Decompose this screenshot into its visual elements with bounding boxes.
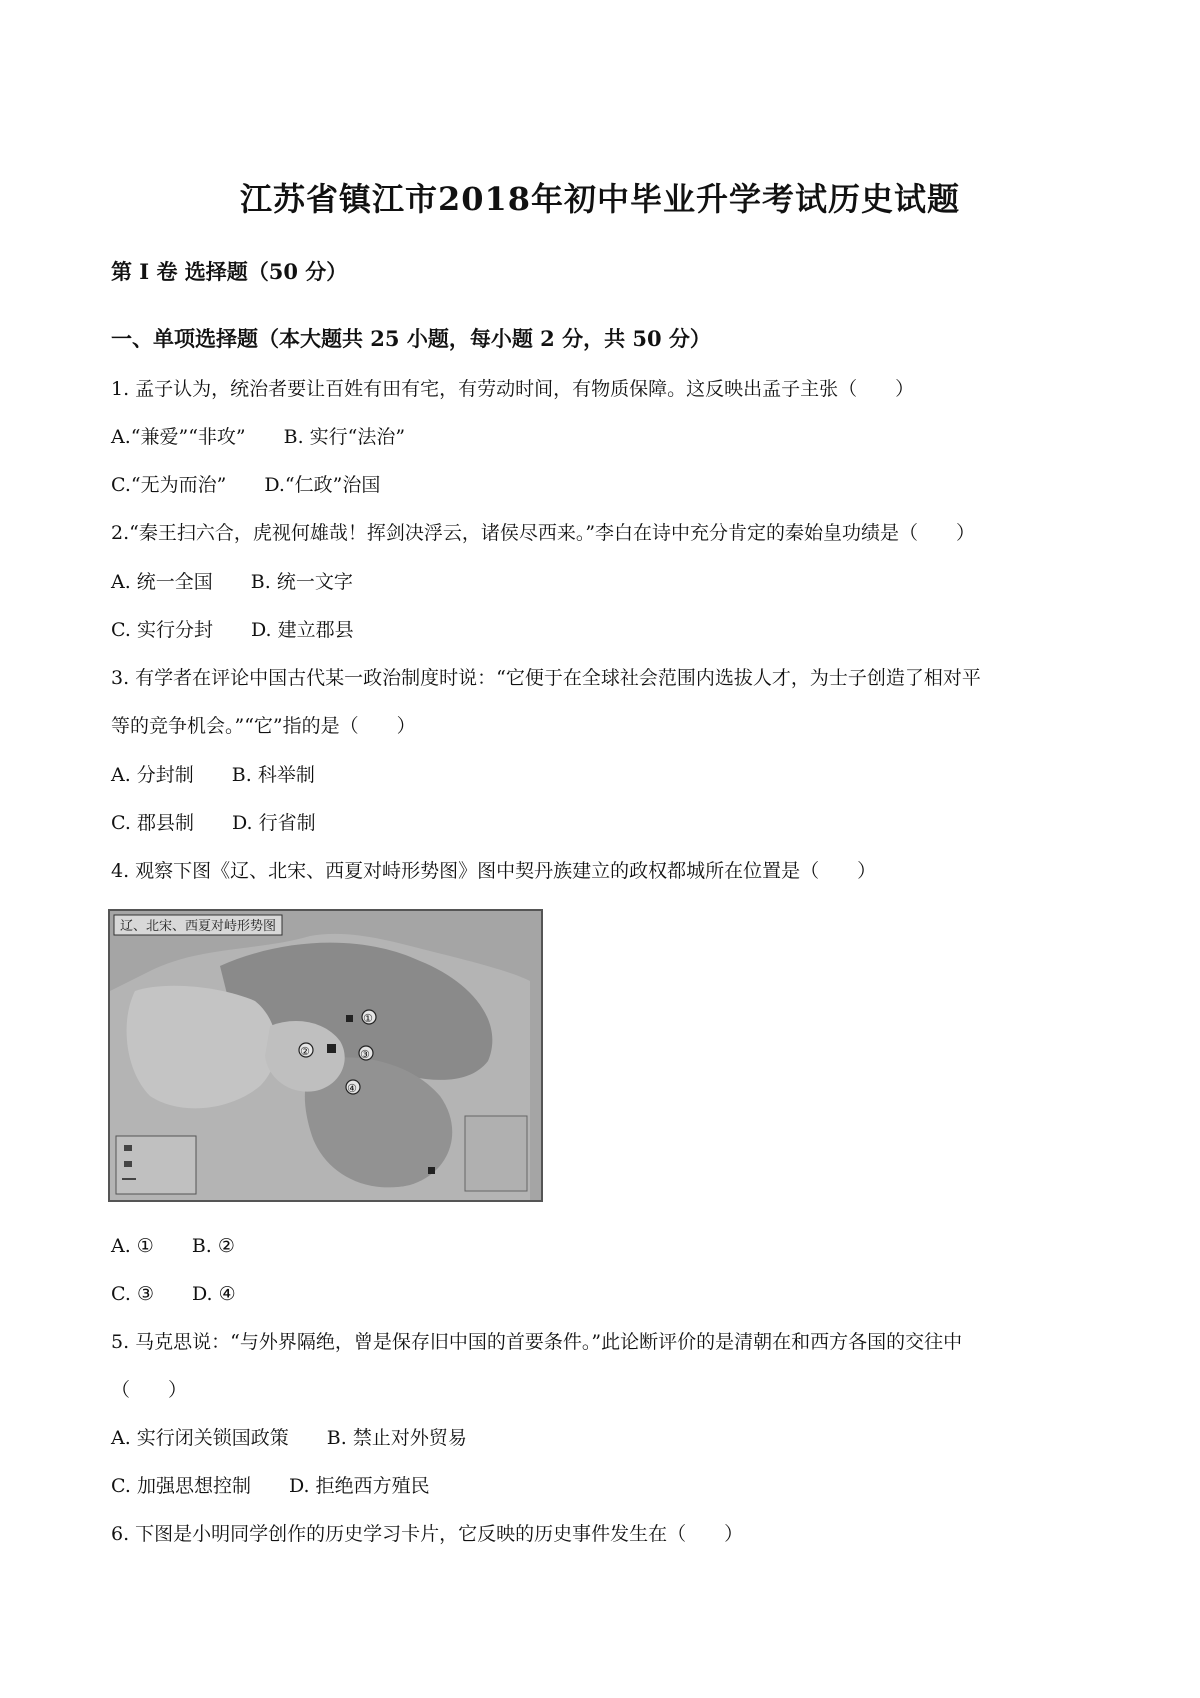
question-4-stem: 4. 观察下图《辽、北宋、西夏对峙形势图》图中契丹族建立的政权都城所在位置是（ ） bbox=[111, 860, 877, 882]
question-2-options-row-2: C. 实行分封 D. 建立郡县 bbox=[111, 619, 354, 641]
map-drawing bbox=[110, 911, 541, 1200]
question-5-stem-line-2: （ ） bbox=[111, 1379, 188, 1401]
question-2-options-row-1: A. 统一全国 B. 统一文字 bbox=[111, 571, 353, 593]
page-title: 江苏省镇江市2018年初中毕业升学考试历史试题 bbox=[239, 180, 961, 218]
question-1-stem: 1. 孟子认为，统治者要让百姓有田有宅，有劳动时间，有物质保障。这反映出孟子主张（ ） bbox=[111, 378, 915, 400]
question-3-stem-line-2: 等的竞争机会。”“它”指的是（ ） bbox=[111, 715, 416, 737]
question-3-options-row-1: A. 分封制 B. 科举制 bbox=[111, 764, 315, 786]
question-4-options-row-1: A. ① B. ② bbox=[111, 1235, 235, 1257]
svg-text:②: ② bbox=[300, 1045, 310, 1058]
question-1-options-row-2: C.“无为而治” D.“仁政”治国 bbox=[111, 474, 381, 496]
svg-text:③: ③ bbox=[360, 1048, 370, 1061]
map-marker-4 bbox=[346, 1080, 360, 1095]
map-marker-1 bbox=[362, 1010, 376, 1025]
section-heading: 一、单项选择题（本大题共 25 小题，每小题 2 分，共 50 分） bbox=[111, 326, 711, 351]
svg-text:①: ① bbox=[363, 1012, 373, 1025]
question-5-options-row-2: C. 加强思想控制 D. 拒绝西方殖民 bbox=[111, 1475, 430, 1497]
question-5-stem-line-1: 5. 马克思说：“与外界隔绝，曾是保存旧中国的首要条件。”此论断评价的是清朝在和西方各国的交往中 bbox=[111, 1331, 963, 1353]
history-map-image bbox=[108, 909, 543, 1202]
question-4-options-row-2: C. ③ D. ④ bbox=[111, 1283, 236, 1305]
map-marker-2 bbox=[299, 1043, 313, 1058]
part-heading: 第 I 卷 选择题（50 分） bbox=[111, 259, 348, 284]
question-1-options-row-1: A.“兼爱”“非攻” B. 实行“法治” bbox=[111, 426, 406, 448]
map-caption: 辽、北宋、西夏对峙形势图 bbox=[120, 918, 277, 933]
question-6-stem: 6. 下图是小明同学创作的历史学习卡片，它反映的历史事件发生在（ ） bbox=[111, 1523, 744, 1545]
question-2-stem: 2.“秦王扫六合，虎视何雄哉！挥剑决浮云，诸侯尽西来。”李白在诗中充分肯定的秦始皇功绩是（ ） bbox=[111, 522, 976, 544]
svg-text:④: ④ bbox=[347, 1082, 357, 1095]
question-3-options-row-2: C. 郡县制 D. 行省制 bbox=[111, 812, 316, 834]
question-3-stem-line-1: 3. 有学者在评论中国古代某一政治制度时说：“它便于在全球社会范围内选拔人才，为士子创造了相对平 bbox=[111, 667, 981, 689]
map-marker-3 bbox=[359, 1046, 373, 1061]
question-5-options-row-1: A. 实行闭关锁国政策 B. 禁止对外贸易 bbox=[111, 1427, 467, 1449]
